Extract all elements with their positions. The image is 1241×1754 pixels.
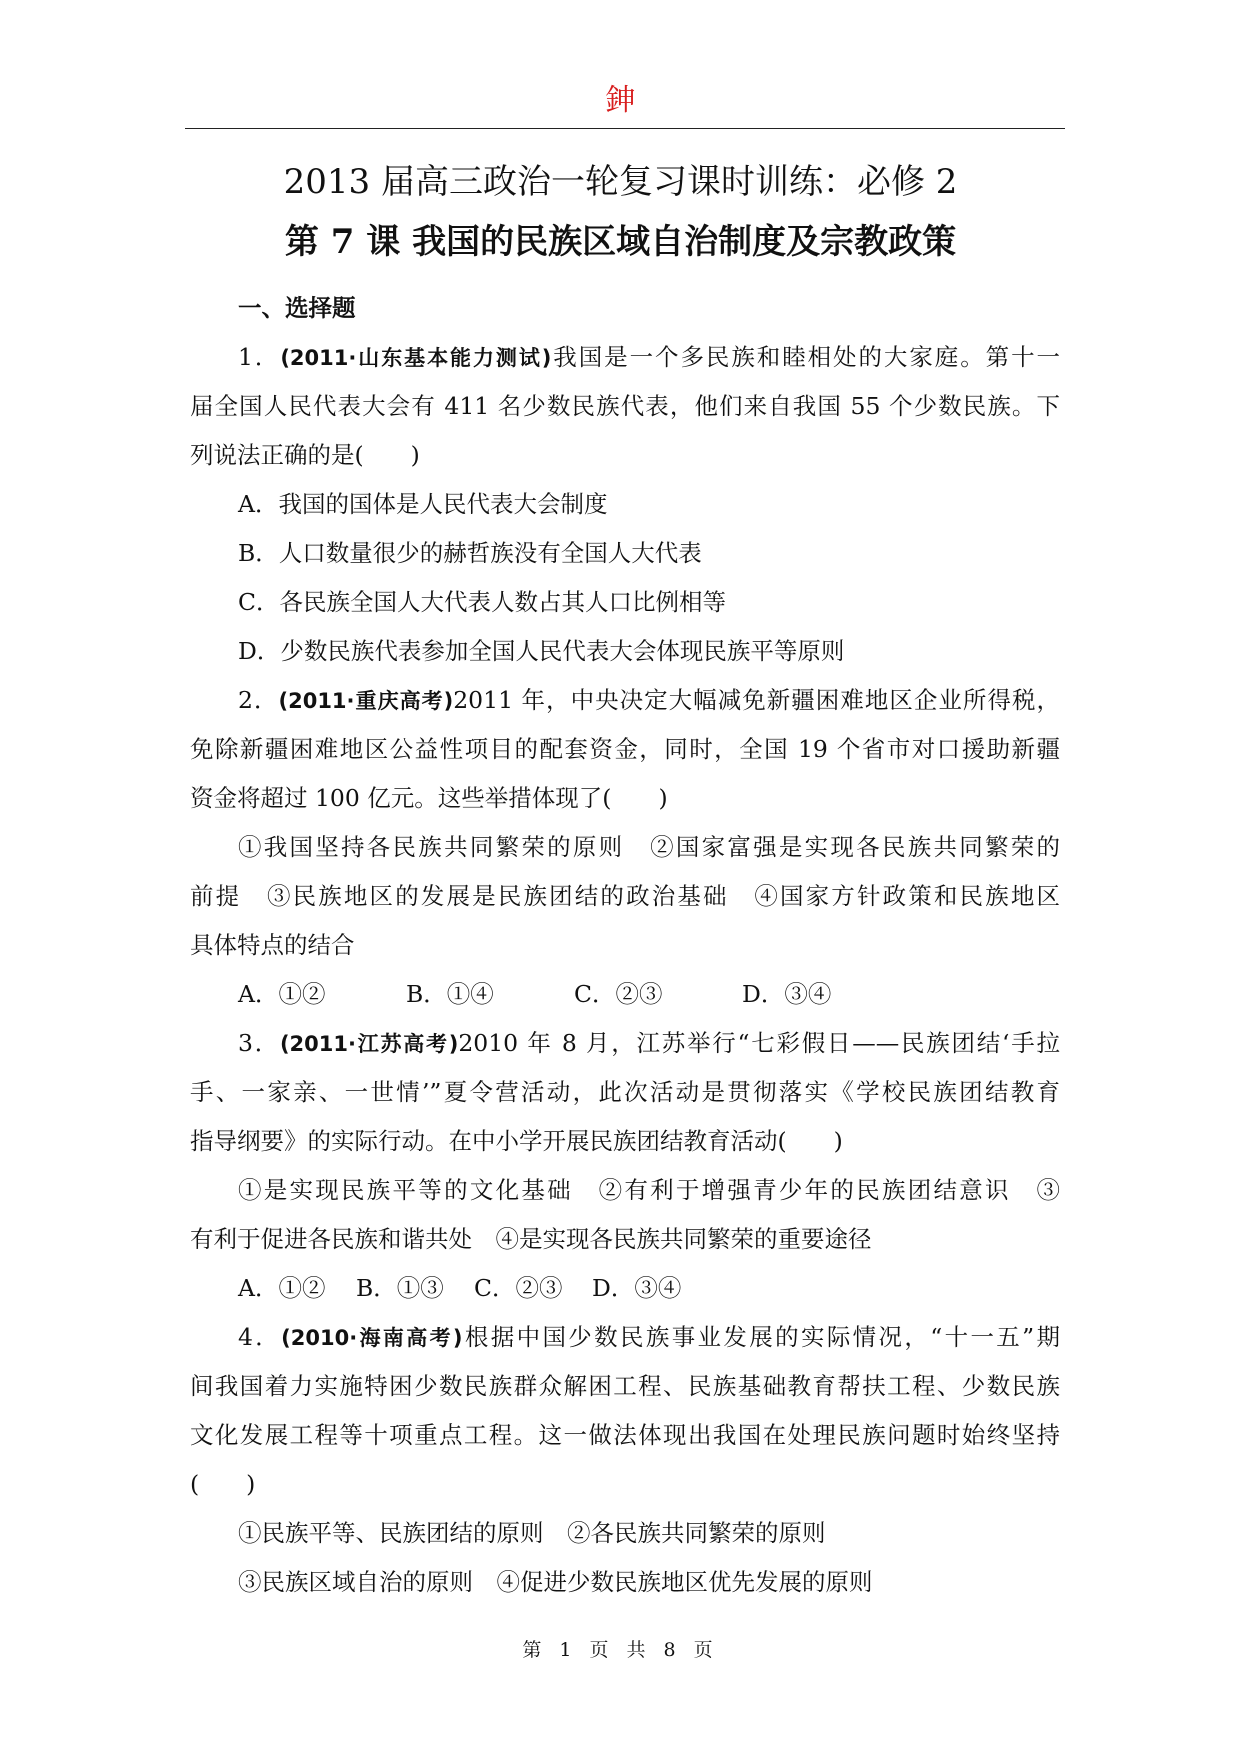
header-rule [185,128,1065,129]
answer-option-b: B．人口数量很少的赫哲族没有全国人大代表 [238,539,702,567]
answer-options-row [190,970,1060,1019]
question-text: 我国是一个多民族和睦相处的大家庭。第十一 [551,343,1061,371]
question-line: 列说法正确的是( ) [190,441,420,469]
answer-option-c: C．②③ [574,980,663,1008]
question-4 [190,1313,1060,1607]
statement-line: ①是实现民族平等的文化基础 ②有利于增强青少年的民族团结意识 ③ [238,1176,1060,1204]
answer-option-b: B．①④ [406,980,494,1008]
question-source: (2011·江苏高考) [279,1032,459,1056]
answer-option-b: B．①③ [356,1274,444,1302]
question-line: ( ) [190,1470,256,1498]
question-line [190,676,1060,725]
question-line: 间我国着力实施特困少数民族群众解困工程、民族基础教育帮扶工程、少数民族 [190,1372,1060,1400]
header-logo-glyph: 鉮 [605,83,636,118]
answer-option-a: A．我国的国体是人民代表大会制度 [238,490,608,518]
question-line: 指导纲要》的实际行动。在中小学开展民族团结教育活动( ) [190,1127,843,1155]
question-number: 1． [238,343,281,371]
statement-line: ①民族平等、民族团结的原则 ②各民族共同繁荣的原则 [238,1519,826,1547]
question-line: 届全国人民代表大会有 411 名少数民族代表，他们来自我国 55 个少数民族。下 [190,392,1060,420]
question-line: 资金将超过 100 亿元。这些举措体现了( ) [190,784,668,812]
answer-option-a: A．①② [238,1274,326,1302]
answer-options-row [190,1264,1060,1313]
question-text: 2011 年，中央决定大幅减免新疆困难地区企业所得税， [453,686,1060,714]
question-line [190,1019,1060,1068]
answer-option-c: C．②③ [474,1274,563,1302]
statement-line: ①我国坚持各民族共同繁荣的原则 ②国家富强是实现各民族共同繁荣的 [238,833,1060,861]
question-1 [190,333,1060,676]
answer-option-d: D．③④ [592,1274,682,1302]
answer-option-d: D．③④ [742,980,832,1008]
document-title: 2013 届高三政治一轮复习课时训练：必修 2 [283,162,958,202]
answer-option-c: C．各民族全国人大代表人数占其人口比例相等 [238,588,726,616]
question-3 [190,1019,1060,1313]
statement-line: 前提 ③民族地区的发展是民族团结的政治基础 ④国家方针政策和民族地区 [190,882,1060,910]
statement-line: ③民族区域自治的原则 ④促进少数民族地区优先发展的原则 [238,1568,873,1596]
question-number: 3． [238,1029,280,1057]
section-heading: 一、选择题 [238,294,356,322]
question-text: 2010 年 8 月，江苏举行“七彩假日——民族团结‘手拉 [458,1029,1060,1057]
question-source: (2010·海南高考) [281,1326,463,1350]
question-line: 免除新疆困难地区公益性项目的配套资金，同时，全国 19 个省市对口援助新疆 [190,735,1060,763]
statement-line: 有利于促进各民族和谐共处 ④是实现各民族共同繁荣的重要途径 [190,1225,872,1253]
question-text: 根据中国少数民族事业发展的实际情况，“十一五”期 [462,1323,1061,1351]
question-line [190,333,1060,382]
question-source: (2011·重庆高考) [278,689,454,713]
question-source: (2011·山东基本能力测试) [280,346,552,370]
page-footer: 第 1 页 共 8 页 [522,1639,719,1661]
question-line [190,1313,1060,1362]
lesson-title: 第 7 课 我国的民族区域自治制度及宗教政策 [284,222,957,262]
statement-line: 具体特点的结合 [190,931,355,959]
question-number: 2． [238,686,279,714]
question-line: 文化发展工程等十项重点工程。这一做法体现出我国在处理民族问题时始终坚持 [190,1421,1060,1449]
question-line: 手、一家亲、一世情’”夏令营活动，此次活动是贯彻落实《学校民族团结教育 [190,1078,1060,1106]
question-number: 4． [238,1323,282,1351]
answer-option-a: A．①② [238,980,326,1008]
document-body [190,284,1060,1607]
question-2 [190,676,1060,1019]
answer-option-d: D．少数民族代表参加全国人民代表大会体现民族平等原则 [238,637,845,665]
